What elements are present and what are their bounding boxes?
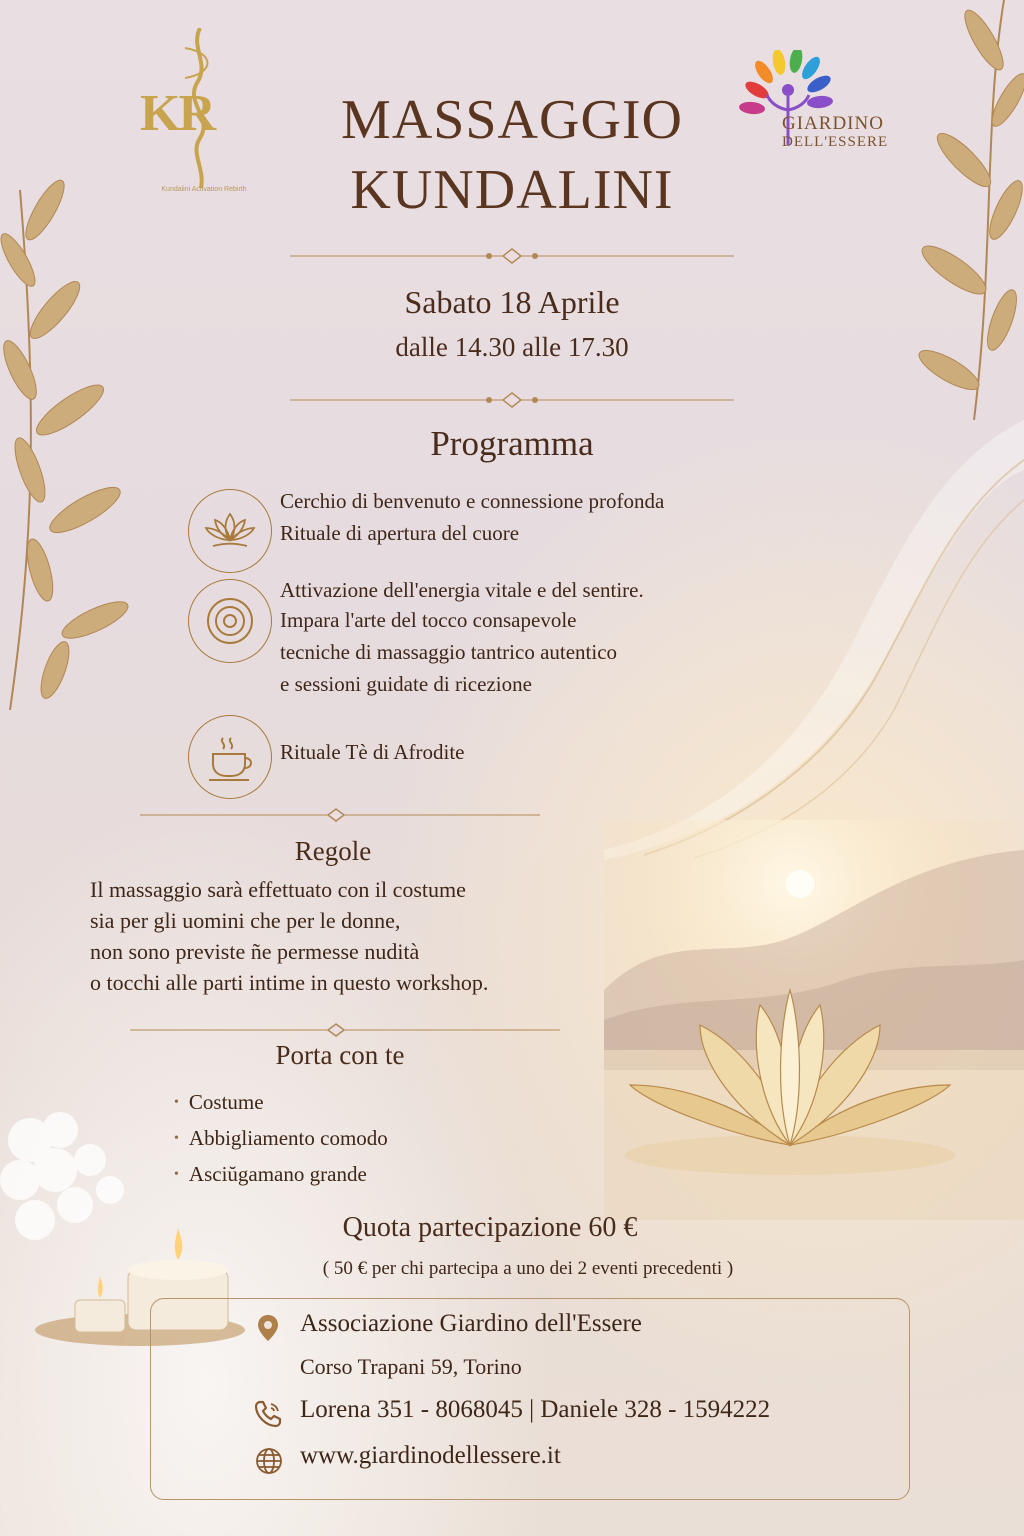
regole-text: [90, 874, 488, 998]
lotus-icon: [188, 489, 272, 573]
ornament-divider: [0, 1020, 1024, 1040]
phone-icon: [252, 1398, 284, 1430]
regole-heading: Regole: [294, 836, 372, 866]
porta-heading: Porta con te: [275, 1040, 405, 1070]
silk-veil-decoration: [604, 400, 1024, 860]
quota-note: ( 50 € per chi partecipa a uno dei 2 eventi precedenti ): [322, 1258, 734, 1279]
kr-logo-caption: Kundalini Activation Rebirth: [161, 186, 247, 193]
phone-numbers[interactable]: Lorena 351 - 8068045 | Daniele 328 - 1594222: [300, 1396, 771, 1423]
programma-item-2-line-1: Attivazione dell'energia vitale e del sentire.: [280, 578, 644, 602]
association-name: Associazione Giardino dell'Essere: [300, 1310, 642, 1337]
programma-item-2: [280, 574, 644, 700]
website-link[interactable]: www.giardinodellessere.it: [300, 1442, 561, 1469]
ornament-divider: [0, 246, 1024, 266]
regole-line-1: Il massaggio sarà effettuato con il costume: [90, 877, 466, 902]
kr-logo-text: KR: [140, 85, 214, 142]
globe-icon: [253, 1445, 285, 1477]
ornament-divider: [0, 805, 1024, 825]
giardino-logo-line2: DELL'ESSERE: [782, 134, 889, 150]
list-item: • Abbigliamento comodo: [174, 1122, 388, 1158]
regole-line-4: o tocchi alle parti intime in questo workshop.: [90, 970, 489, 995]
programma-item-2-line-4: e sessioni guidate di ricezione: [280, 672, 532, 696]
ornament-divider: [0, 390, 1024, 410]
list-item: • Asciŭgamano grande: [174, 1158, 388, 1194]
programma-item-2-line-3: tecniche di massaggio tantrico autentico: [280, 640, 618, 664]
golden-lotus-decoration: [620, 985, 960, 1185]
concentric-circles-icon: [188, 579, 272, 663]
programma-item-1-line-1: Cerchio di benvenuto e connessione profonda: [280, 489, 665, 513]
teacup-icon: [188, 715, 272, 799]
location-pin-icon: [252, 1312, 284, 1344]
regole-line-2: sia per gli uomini che per le donne,: [90, 908, 401, 933]
programma-item-1-line-2: Rituale di apertura del cuore: [280, 521, 520, 545]
programma-heading: Programma: [430, 424, 594, 463]
page-title-line2: KUNDALINI: [350, 159, 674, 221]
programma-item-2-line-2: Impara l'arte del tocco consapevole: [280, 608, 577, 632]
regole-line-3: non sono previste ñe permesse nudità: [90, 939, 420, 964]
page-title-line1: MASSAGGIO: [341, 89, 683, 151]
list-item: • Costume: [174, 1086, 388, 1122]
programma-item-3: Rituale Tè di Afrodite: [280, 740, 465, 764]
quota-price: Quota partecipazione 60 €: [342, 1212, 638, 1243]
giardino-logo-line1: GIARDINO: [782, 113, 884, 134]
event-date: Sabato 18 Aprile: [404, 284, 620, 320]
programma-item-1: [280, 485, 664, 549]
porta-list: [174, 1086, 388, 1194]
address: Corso Trapani 59, Torino: [300, 1354, 522, 1379]
event-time: dalle 14.30 alle 17.30: [395, 332, 629, 362]
